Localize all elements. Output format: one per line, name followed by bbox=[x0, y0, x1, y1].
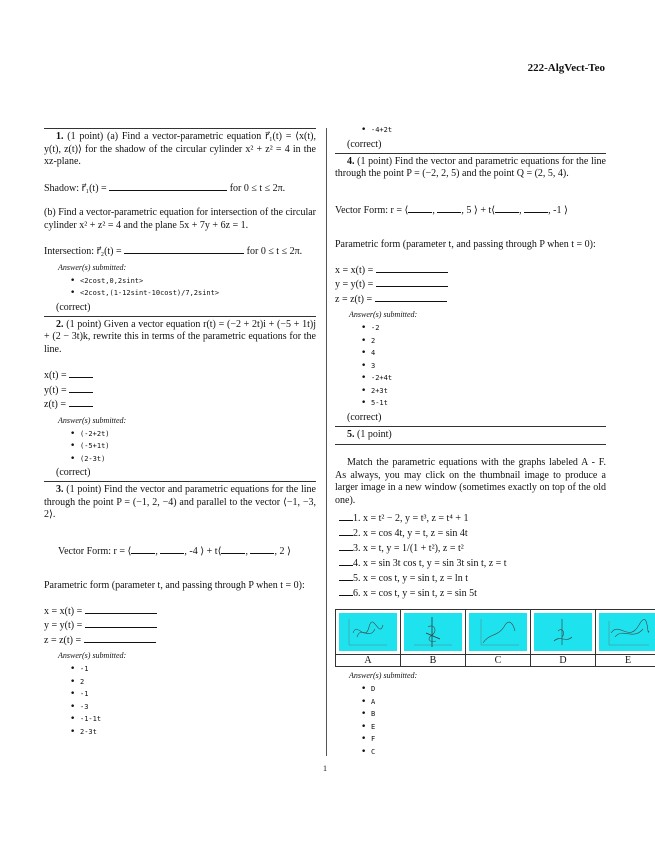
submitted-answer: • 5-1t bbox=[361, 397, 606, 410]
z-answer-field[interactable] bbox=[84, 633, 156, 643]
z-answer-field[interactable] bbox=[69, 397, 93, 407]
status-correct: (correct) bbox=[347, 411, 382, 423]
submitted-answer: • A bbox=[361, 696, 606, 709]
match-item bbox=[339, 586, 606, 601]
graph-label-a: A bbox=[336, 655, 401, 667]
problem-number: 4. bbox=[347, 155, 355, 167]
vf-blank-3[interactable] bbox=[495, 203, 519, 213]
match-item-equation: x = cos t, y = sin t, z = ln t bbox=[363, 573, 468, 584]
parametric-text: Parametric form (parameter t, and passing through P when t = 0): bbox=[335, 239, 596, 250]
submitted-answer: • <2cost,(1-12sint-10cost)/7,2sint> bbox=[70, 287, 316, 300]
graph-label-c: C bbox=[466, 655, 531, 667]
z-answer-field[interactable] bbox=[375, 292, 447, 302]
left-column bbox=[44, 128, 316, 738]
shadow-label: Shadow: r⃗₁(t) = bbox=[44, 182, 107, 194]
problem-2-text: (1 point) Given a vector equation r(t) = (−2 + 2t)i + (−5 + 1t)j + (2 − 3t)k, rewrite this in terms of the parametric equations for the line. bbox=[44, 318, 316, 355]
submitted-answers bbox=[70, 663, 316, 738]
y-label: y(t) = bbox=[44, 384, 67, 396]
vf-given-2: , 2 ⟩ bbox=[274, 545, 291, 557]
submitted-answer: • -1 bbox=[70, 688, 316, 701]
match-item-number: 6. bbox=[353, 588, 361, 599]
problem-divider bbox=[335, 153, 606, 154]
match-answer-field[interactable] bbox=[339, 526, 353, 536]
x-answer-field[interactable] bbox=[85, 604, 157, 614]
graph-thumbnail-e[interactable] bbox=[596, 610, 655, 655]
graph-thumbnail-b[interactable] bbox=[401, 610, 466, 655]
problem-divider bbox=[335, 426, 606, 427]
vf-blank-3[interactable] bbox=[221, 544, 245, 554]
submitted-answers bbox=[361, 322, 606, 410]
graph-thumbnails bbox=[335, 609, 655, 667]
right-column bbox=[335, 126, 632, 758]
vf-blank-1[interactable] bbox=[131, 544, 155, 554]
match-item-number: 5. bbox=[353, 573, 361, 584]
match-item bbox=[339, 511, 606, 526]
submitted-answer: • 2 bbox=[361, 335, 606, 348]
submitted-answer: • 2 bbox=[70, 676, 316, 689]
document-title: 222-AlgVect-Teo bbox=[527, 62, 605, 74]
submitted-answer: • E bbox=[361, 721, 606, 734]
submitted-answer: • D bbox=[361, 683, 606, 696]
problem-number: 5. bbox=[347, 428, 355, 440]
submitted-answer: • -1 bbox=[70, 663, 316, 676]
parametric-text: Parametric form (parameter t, and passing through P when t = 0): bbox=[44, 580, 305, 591]
z-label: z = z(t) = bbox=[44, 634, 82, 646]
graph-thumbnail-a[interactable] bbox=[336, 610, 401, 655]
status-correct: (correct) bbox=[56, 301, 91, 313]
problem-4: 4. (1 point) Find the vector and parametric equations for the line through the point P = (−2, 2, 5) and the point Q = (2, 5, 4). Vector Form: r = ⟨ , , 5 ⟩ + t⟨ , , -1 ⟩ Parametric form (parameter t, and passing through P when t = 0): x = x(t) = y = y(t) = z = z(t) = Answer(s) submitted: • -2 • 2 • 4 • 3 • -2+4t • 2+3t • 5-1t (correct) bbox=[335, 156, 606, 423]
match-list bbox=[339, 511, 606, 601]
z-label: z(t) = bbox=[44, 399, 67, 410]
match-item-number: 4. bbox=[353, 558, 361, 569]
status-correct: (correct) bbox=[347, 138, 382, 150]
match-item-number: 2. bbox=[353, 528, 361, 539]
match-item-equation: x = t² − 2, y = t³, z = t⁴ + 1 bbox=[363, 513, 469, 524]
match-item-number: 3. bbox=[353, 543, 361, 554]
submitted-answer: • (2-3t) bbox=[70, 453, 316, 466]
z-label: z = z(t) = bbox=[335, 293, 373, 305]
answers-title: Answer(s) submitted: bbox=[58, 415, 127, 425]
match-item bbox=[339, 541, 606, 556]
submitted-answers bbox=[70, 428, 316, 466]
problem-5 bbox=[335, 428, 632, 759]
submitted-answer: • 2+3t bbox=[361, 385, 606, 398]
page-number: 1 bbox=[323, 764, 327, 773]
submitted-answer: • B bbox=[361, 708, 606, 721]
graph-label-d: D bbox=[531, 655, 596, 667]
match-item-equation: x = sin 3t cos t, y = sin 3t sin t, z = t bbox=[363, 558, 507, 569]
graph-thumbnail-d[interactable] bbox=[531, 610, 596, 655]
match-answer-field[interactable] bbox=[339, 511, 353, 521]
vf-blank-2[interactable] bbox=[437, 203, 461, 213]
problem-3-text: (1 point) Find the vector and parametric equations for the line through the point P = (−1, 2, −4) and parallel to the vector ⟨−1, −3, 2⟩. bbox=[44, 484, 316, 520]
problem-2 bbox=[44, 319, 316, 479]
vf-given-1: , -4 ⟩ + t⟨ bbox=[184, 545, 222, 557]
submitted-answer: • F bbox=[361, 733, 606, 746]
vf-blank-2[interactable] bbox=[160, 544, 184, 554]
problem-1-part-b: (b) Find a vector-parametric equation for intersection of the circular cylinder x² + z² = 4 and the plane 5x + 7y + 6z = 1. bbox=[44, 207, 316, 231]
problem-number: 3. bbox=[56, 484, 64, 495]
submitted-answers bbox=[361, 683, 606, 758]
intersection-range: for 0 ≤ t ≤ 2π. bbox=[246, 246, 303, 257]
problem-divider bbox=[335, 444, 606, 445]
match-item bbox=[339, 556, 606, 571]
submitted-answers bbox=[70, 275, 316, 300]
status-correct: (correct) bbox=[56, 467, 91, 478]
match-item-number: 1. bbox=[353, 513, 361, 524]
submitted-answer: • (-5+1t) bbox=[70, 440, 316, 453]
problem-3: 3. (1 point) Find the vector and parametric equations for the line through the point P = (−1, 2, −4) and parallel to the vector ⟨−1, −3, 2⟩. Vector Form: r = ⟨ , , -4 ⟩ + t⟨ , , 2 ⟩ Parametric form (parameter t, and passing through P when t = 0): x = x(t) = y = y(t) = z = z(t) = Answer(s) submitted: • -1 • 2 • -1 • -3 • -1-1t • 2-3t bbox=[44, 484, 316, 738]
problem-5-text: Match the parametric equations with the graphs labeled A - F. As always, you may click on the thumbnail image to produce a larger image in a new window (sometimes exactly on top of the old one). bbox=[335, 457, 606, 506]
graph-thumbnail-c[interactable] bbox=[466, 610, 531, 655]
vector-form-label: Vector Form: r = ⟨ bbox=[58, 545, 132, 557]
x-answer-field[interactable] bbox=[69, 368, 93, 378]
x-answer-field[interactable] bbox=[376, 263, 448, 273]
graph-label-b: B bbox=[401, 655, 466, 667]
match-item-equation: x = cos 4t, y = t, z = sin 4t bbox=[363, 528, 468, 539]
submitted-answer: • -2+4t bbox=[361, 372, 606, 385]
problem-number: 1. bbox=[56, 131, 64, 142]
answers-title: Answer(s) submitted: bbox=[58, 651, 127, 660]
problem-number: 2. bbox=[56, 318, 64, 330]
intersection-label: Intersection: r⃗₂(t) = bbox=[44, 246, 122, 257]
problem-divider bbox=[44, 316, 316, 317]
x-label: x = x(t) = bbox=[44, 605, 83, 617]
shadow-range: for 0 ≤ t ≤ 2π. bbox=[229, 182, 286, 194]
match-answer-field[interactable] bbox=[339, 586, 353, 596]
y-answer-field[interactable] bbox=[69, 383, 93, 393]
answers-title: Answer(s) submitted: bbox=[349, 310, 418, 319]
submitted-answer: • -4+2t bbox=[361, 124, 606, 137]
y-label: y = y(t) = bbox=[44, 620, 83, 631]
problem-1 bbox=[44, 131, 316, 313]
vf-given-2: , -1 ⟩ bbox=[548, 204, 568, 216]
match-answer-field[interactable] bbox=[339, 571, 353, 581]
vector-form-label: Vector Form: r = ⟨ bbox=[335, 204, 409, 216]
vf-blank-1[interactable] bbox=[408, 203, 432, 213]
vf-given-1: , 5 ⟩ + t⟨ bbox=[461, 204, 496, 216]
graph-label-e: E bbox=[596, 655, 655, 667]
submitted-answer: • 2-3t bbox=[70, 726, 316, 739]
intersection-answer-field[interactable] bbox=[124, 244, 244, 254]
answers-title: Answer(s) submitted: bbox=[349, 671, 418, 680]
submitted-answer: • 3 bbox=[361, 360, 606, 373]
match-answer-field[interactable] bbox=[339, 541, 353, 551]
match-item bbox=[339, 526, 606, 541]
submitted-answers-continued bbox=[361, 124, 606, 137]
problem-5-points: (1 point) bbox=[357, 428, 392, 440]
submitted-answer: • (-2+2t) bbox=[70, 428, 316, 441]
submitted-answer: • -3 bbox=[70, 701, 316, 714]
vf-blank-4[interactable] bbox=[524, 203, 548, 213]
problem-4-text: (1 point) Find the vector and parametric equations for the line through the point P = (−2, 2, 5) and the point Q = (2, 5, 4). bbox=[335, 155, 606, 179]
shadow-answer-field[interactable] bbox=[109, 181, 227, 191]
vf-blank-4[interactable] bbox=[250, 544, 274, 554]
submitted-answer: • <2cost,0,2sint> bbox=[70, 275, 316, 288]
answers-title: Answer(s) submitted: bbox=[58, 262, 127, 272]
y-answer-field[interactable] bbox=[376, 277, 448, 287]
x-label: x = x(t) = bbox=[335, 264, 374, 276]
match-item-equation: x = cos t, y = sin t, z = sin 5t bbox=[363, 588, 477, 599]
match-item bbox=[339, 571, 606, 586]
x-label: x(t) = bbox=[44, 370, 67, 381]
submitted-answer: • C bbox=[361, 746, 606, 759]
y-label: y = y(t) = bbox=[335, 279, 374, 290]
match-answer-field[interactable] bbox=[339, 556, 353, 566]
submitted-answer: • -2 bbox=[361, 322, 606, 335]
match-item-equation: x = t, y = 1/(1 + t²), z = t² bbox=[363, 543, 464, 554]
problem-divider bbox=[44, 481, 316, 482]
submitted-answer: • 4 bbox=[361, 347, 606, 360]
y-answer-field[interactable] bbox=[85, 618, 157, 628]
problem-divider bbox=[44, 128, 316, 129]
column-divider bbox=[326, 128, 327, 756]
problem-1-part-a: (1 point) (a) Find a vector-parametric equation r⃗₁(t) = ⟨x(t), y(t), z(t)⟩ for the shadow of the circular cylinder x² + z² = 4 in the xz-plane. bbox=[44, 131, 316, 167]
submitted-answer: • -1-1t bbox=[70, 713, 316, 726]
